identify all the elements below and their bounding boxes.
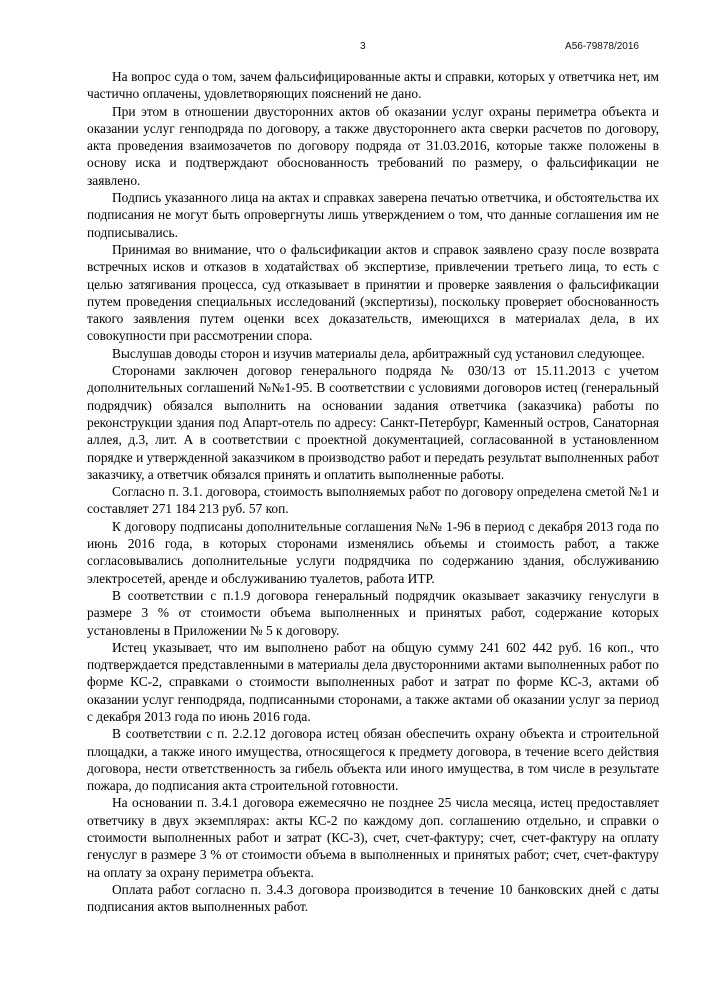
paragraph: При этом в отношении двусторонних актов об оказании услуг охраны периметра объекта и оказании услуг генподряда по договору, а также двустороннего акта сверки расчетов по договору, акта проведения взаимозачетов по договору подряда от 31.03.2016, которые также положены в основу иска и подтверждают обоснованность требований по размеру, о фальсификации не заявлено. bbox=[87, 103, 659, 188]
paragraph: К договору подписаны дополнительные соглашения №№ 1-96 в период с декабря 2013 года по июнь 2016 года, в которых сторонами изменялись объемы и стоимость работ, а также согласовывались дополнительные услуги подрядчика по содержанию здания, обслуживанию электросетей, аренде и обслуживанию туалетов, работа ИТР. bbox=[87, 518, 659, 586]
case-number: А56-79878/2016 bbox=[565, 41, 639, 52]
paragraph: Согласно п. 3.1. договора, стоимость выполняемых работ по договору определена сметой №1 и составляет 271 184 213 руб. 57 коп. bbox=[87, 484, 659, 517]
document-body bbox=[87, 68, 659, 916]
paragraph: На основании п. 3.4.1 договора ежемесячно не позднее 25 числа месяца, истец предоставляет ответчику в двух экземплярах: акты КС-2 по каждому доп. соглашению отдельно, и справки о стоимости выполненных работ и затрат (КС-3), счет, счет-фактуру; счет, счет-фактуру на оплату генуслуг в размере 3 % от стоимости объема в выполненных и принятых работ; счет, счет-фактуру на оплату за охрану периметра объекта. bbox=[87, 795, 659, 880]
paragraph: Оплата работ согласно п. 3.4.3 договора производится в течение 10 банковских дней с даты подписания актов выполненных работ. bbox=[87, 881, 659, 915]
paragraph: Истец указывает, что им выполнено работ на общую сумму 241 602 442 руб. 16 коп., что подтверждается представленными в материалы дела двусторонними актами выполненных работ по форме КС-2, справками о стоимости выполненных работ и затрат по форме КС-3, актами об оказании услуг генподряда, подписанными сторонами, а также актами об оказании услуг за период с декабря 2013 года по июнь 2016 года. bbox=[87, 639, 659, 724]
paragraph: Сторонами заключен договор генерального подряда № 030/13 от 15.11.2013 с учетом дополнительных соглашений №№1-95. В соответствии с условиями договоров истец (генеральный подрядчик) обязался выполнить на основании задания ответчика (заказчика) работы по реконструкции здания под Апарт-отель по адресу: Санкт-Петербург, Каменный остров, Санаторная аллея, д.3, лит. А в соответствии с проектной документацией, согласованной в установленном порядке и утвержденной заказчиком в производство работ и передать результат выполненных работ заказчику, а ответчик обязался принять и оплатить выполненные работы. bbox=[87, 363, 659, 482]
paragraph: Выслушав доводы сторон и изучив материалы дела, арбитражный суд установил следующее. bbox=[112, 345, 645, 361]
page-header bbox=[0, 41, 707, 55]
paragraph: В соответствии с п.1.9 договора генеральный подрядчик оказывает заказчику генуслуги в размере 3 % от стоимости объема выполненных и принятых работ, содержание которых установлены в Приложении № 5 к договору. bbox=[87, 587, 659, 638]
paragraph: Подпись указанного лица на актах и справках заверена печатью ответчика, и обстоятельства их подписания не могут быть опровергнуты лишь утверждением о том, что данные соглашения им не подписывались. bbox=[87, 190, 659, 240]
page-number: 3 bbox=[360, 41, 366, 52]
paragraph: Принимая во внимание, что о фальсификации актов и справок заявлено сразу после возврата встречных исков и отказов в ходатайствах об экспертизе, привлечении третьего лица, то есть с целью затягивания процесса, суд отказывает в принятии и проверке заявления о фальсификации путем проведения специальных исследований (экспертизы), поскольку проверяет обоснованность такого заявления путем оценки всех доказательств, имеющихся в материалах дела, в их совокупности при рассмотрении спора. bbox=[87, 241, 659, 344]
paragraph: На вопрос суда о том, зачем фальсифицированные акты и справки, которых у ответчика нет, им частично оплачены, удовлетворяющих пояснений не дано. bbox=[87, 69, 659, 102]
paragraph: В соответствии с п. 2.2.12 договора истец обязан обеспечить охрану объекта и строительной площадки, а также иного имущества, относящегося к предмету договора, в течение всего действия договора, нести ответственность за гибель объекта или иного имущества, в том числе в результате пожара, до подписания акта строительной готовности. bbox=[87, 726, 659, 794]
